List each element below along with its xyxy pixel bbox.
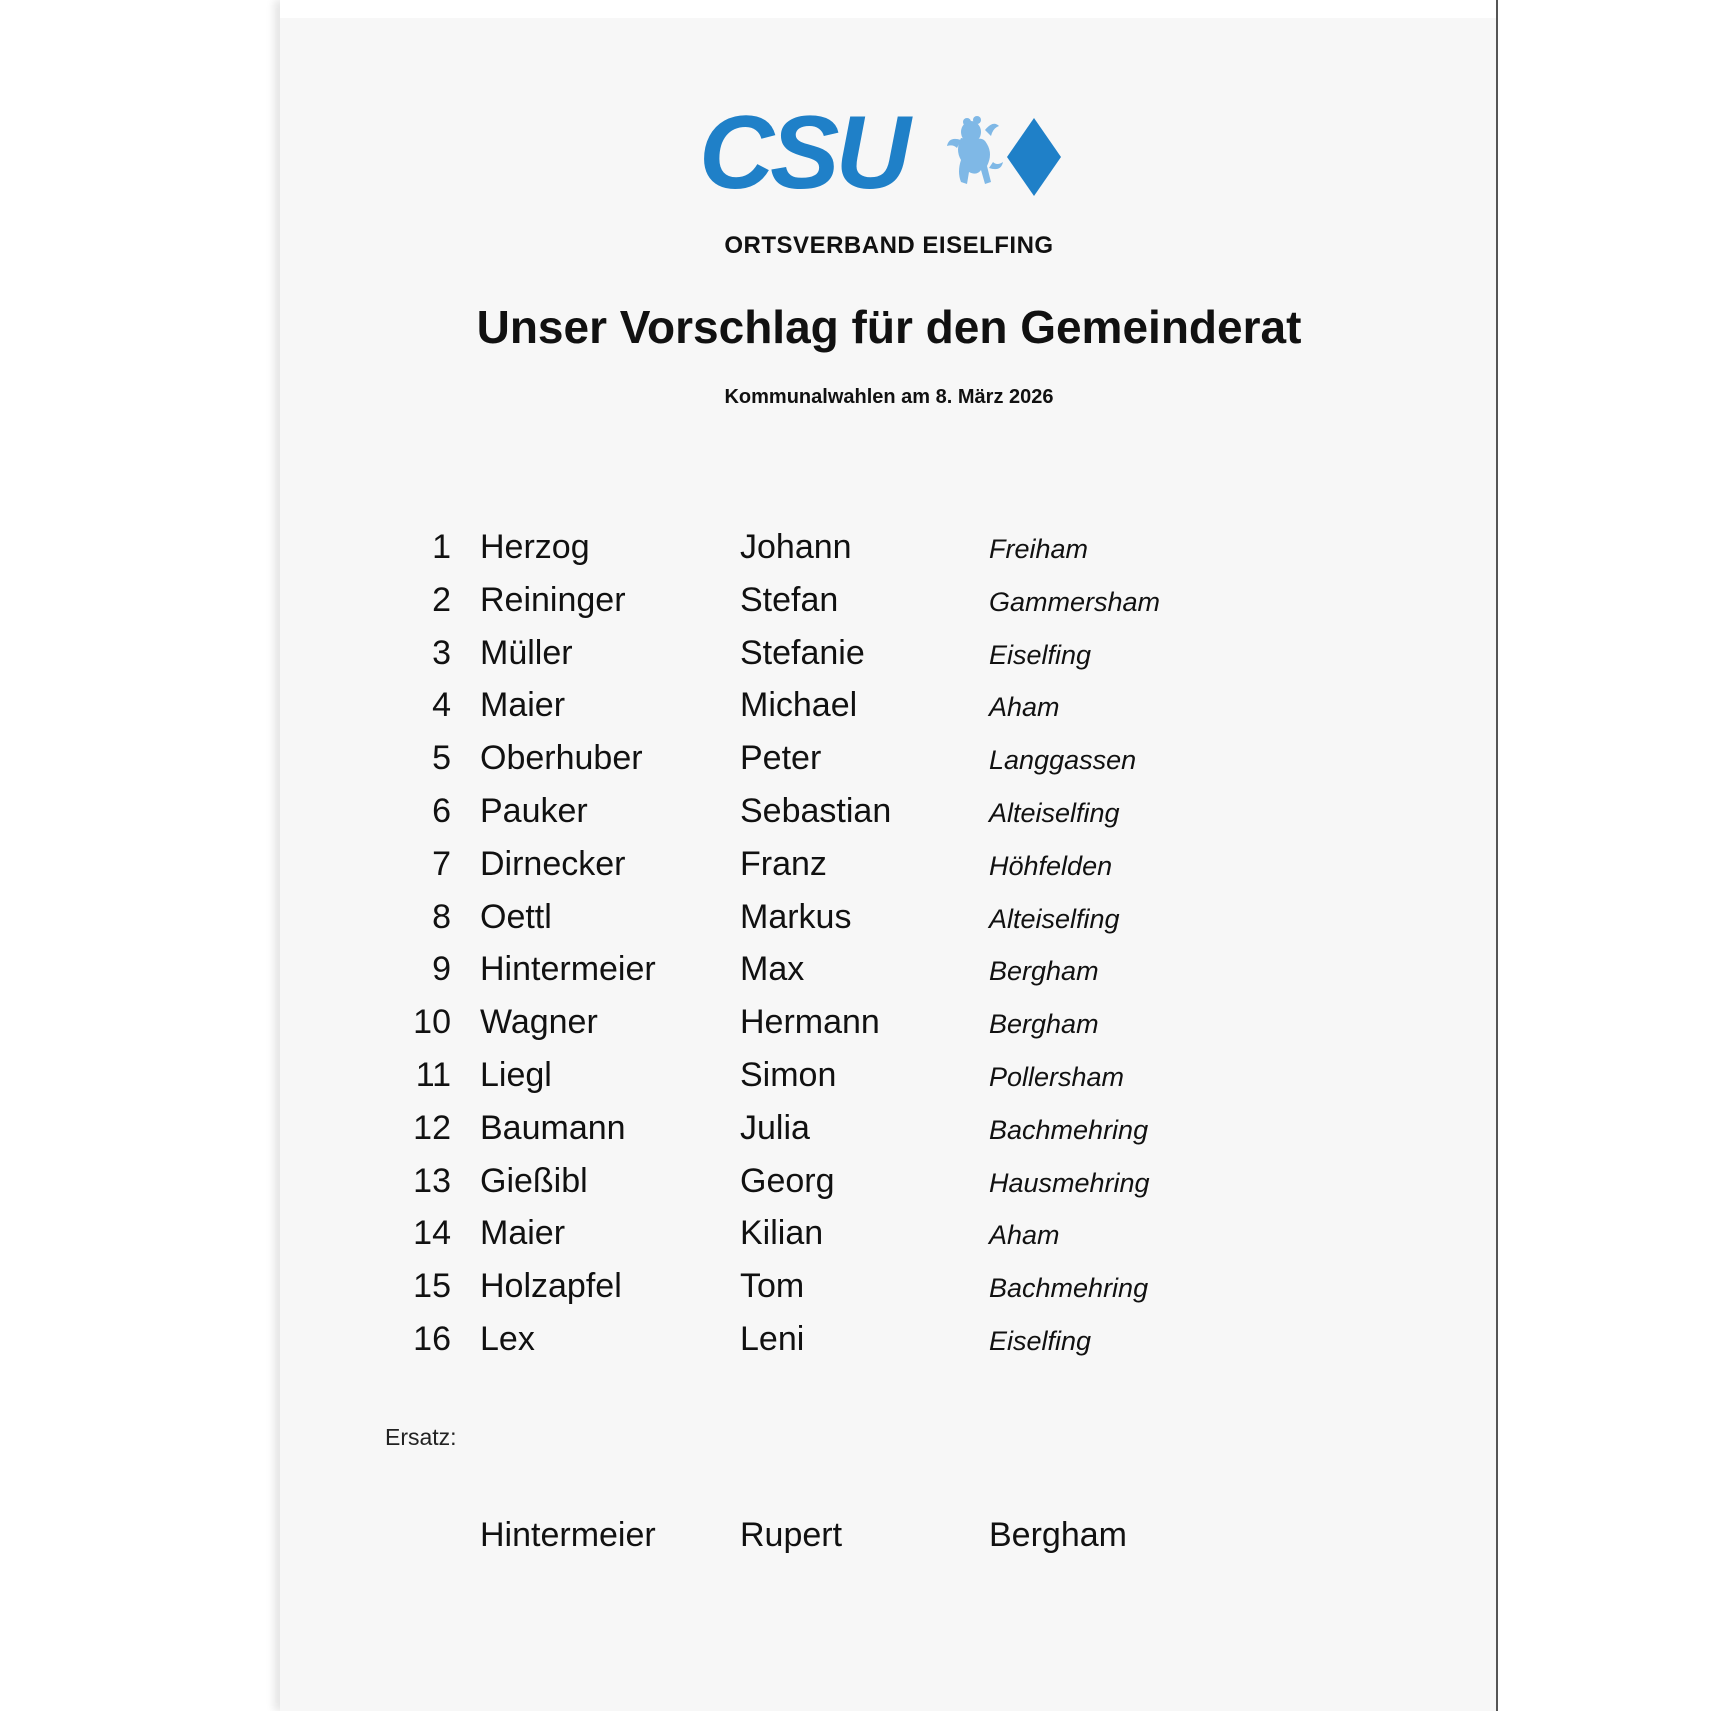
candidate-number: 13 [413, 1161, 451, 1200]
candidate-last-name: Oettl [480, 897, 552, 936]
list-item [280, 1109, 1498, 1162]
candidate-first-name: Stefan [740, 580, 839, 619]
list-item [280, 1056, 1498, 1109]
candidate-last-name: Hintermeier [480, 950, 656, 989]
csu-logo-graphic [699, 110, 1079, 200]
list-item [280, 845, 1498, 898]
candidate-last-name: Maier [480, 686, 566, 725]
ersatz-first-name: Rupert [740, 1516, 843, 1554]
candidate-first-name: Stefanie [740, 633, 865, 672]
candidate-first-name: Peter [740, 739, 822, 778]
list-item [280, 898, 1498, 951]
candidate-place: Höhfelden [989, 850, 1113, 881]
candidate-place: Hausmehring [989, 1167, 1150, 1198]
candidate-number: 7 [432, 844, 451, 883]
candidate-first-name: Max [740, 950, 805, 989]
candidate-last-name: Müller [480, 633, 573, 672]
candidate-number: 6 [432, 791, 451, 830]
candidate-first-name: Markus [740, 897, 852, 936]
election-subtitle: Kommunalwahlen am 8. März 2026 [724, 386, 1054, 408]
list-item [280, 686, 1498, 739]
candidate-number: 14 [413, 1214, 451, 1253]
candidate-place: Gammersham [989, 586, 1161, 617]
candidate-first-name: Kilian [740, 1214, 824, 1253]
candidate-last-name: Oberhuber [480, 739, 643, 778]
candidate-place: Eiselfing [989, 1325, 1092, 1356]
candidate-place: Bachmehring [989, 1114, 1149, 1145]
candidate-number: 9 [432, 950, 451, 989]
candidate-first-name: Johann [740, 528, 852, 566]
candidate-number: 5 [432, 739, 451, 778]
candidate-first-name: Julia [740, 1108, 810, 1147]
candidate-number: 15 [413, 1267, 451, 1306]
candidate-place: Freiham [989, 534, 1089, 564]
candidate-first-name: Tom [740, 1267, 805, 1306]
candidate-last-name: Gießibl [480, 1161, 588, 1200]
candidate-place: Alteiselfing [989, 903, 1120, 934]
candidate-last-name: Pauker [480, 791, 588, 830]
candidate-number: 11 [415, 1055, 451, 1094]
ersatz-place: Bergham [989, 1516, 1127, 1554]
list-item [280, 1267, 1498, 1320]
candidate-place: Aham [989, 1220, 1060, 1251]
candidate-number: 2 [432, 580, 451, 619]
candidate-first-name: Hermann [740, 1003, 880, 1042]
candidate-first-name: Simon [740, 1055, 837, 1094]
candidate-number: 4 [432, 686, 451, 725]
list-item [280, 1320, 1498, 1373]
csu-logo [280, 110, 1498, 200]
candidate-number: 1 [432, 528, 451, 566]
candidate-last-name: Maier [480, 1214, 566, 1253]
list-item [280, 739, 1498, 792]
candidate-number: 16 [413, 1319, 451, 1358]
organization-name: ORTSVERBAND EISELFING [724, 232, 1054, 259]
diamond-icon [1007, 118, 1061, 196]
lion-icon [947, 116, 1003, 184]
list-item [280, 1162, 1498, 1215]
candidate-place: Aham [989, 692, 1060, 723]
candidate-last-name: Lex [480, 1319, 535, 1358]
candidate-place: Pollersham [989, 1061, 1125, 1092]
candidate-place: Langgassen [989, 745, 1137, 776]
candidate-place: Alteiselfing [989, 797, 1120, 828]
page-top-edge [280, 0, 1496, 18]
candidate-last-name: Reininger [480, 580, 626, 619]
document-page [280, 0, 1498, 1711]
candidate-number: 3 [432, 633, 451, 672]
candidate-place: Bachmehring [989, 1273, 1149, 1304]
ersatz-last-name: Hintermeier [480, 1516, 656, 1554]
candidate-last-name: Baumann [480, 1108, 626, 1147]
ersatz-candidate [280, 1516, 1498, 1566]
logo-text: CSU [699, 110, 907, 200]
ersatz-label: Ersatz: [385, 1424, 457, 1450]
candidate-first-name: Sebastian [740, 791, 892, 830]
candidate-place: Eiselfing [989, 639, 1092, 670]
list-item [280, 792, 1498, 845]
candidate-first-name: Michael [740, 686, 858, 725]
candidate-last-name: Holzapfel [480, 1267, 622, 1306]
page-title: Unser Vorschlag für den Gemeinderat [476, 301, 1302, 353]
list-item [280, 950, 1498, 1003]
candidate-number: 8 [432, 897, 451, 936]
candidate-last-name: Dirnecker [480, 844, 626, 883]
list-item [280, 581, 1498, 634]
candidate-first-name: Georg [740, 1161, 835, 1200]
candidate-first-name: Leni [740, 1319, 805, 1358]
candidate-number: 10 [413, 1003, 451, 1042]
candidate-place: Bergham [989, 956, 1099, 987]
list-item [280, 528, 1498, 581]
candidate-last-name: Herzog [480, 528, 590, 566]
candidate-last-name: Wagner [480, 1003, 598, 1042]
candidate-number: 12 [413, 1108, 451, 1147]
candidate-last-name: Liegl [480, 1055, 552, 1094]
candidate-first-name: Franz [740, 844, 827, 883]
list-item [280, 1214, 1498, 1267]
list-item [280, 634, 1498, 687]
candidate-place: Bergham [989, 1009, 1099, 1040]
candidate-list [280, 528, 1498, 1373]
list-item [280, 1003, 1498, 1056]
